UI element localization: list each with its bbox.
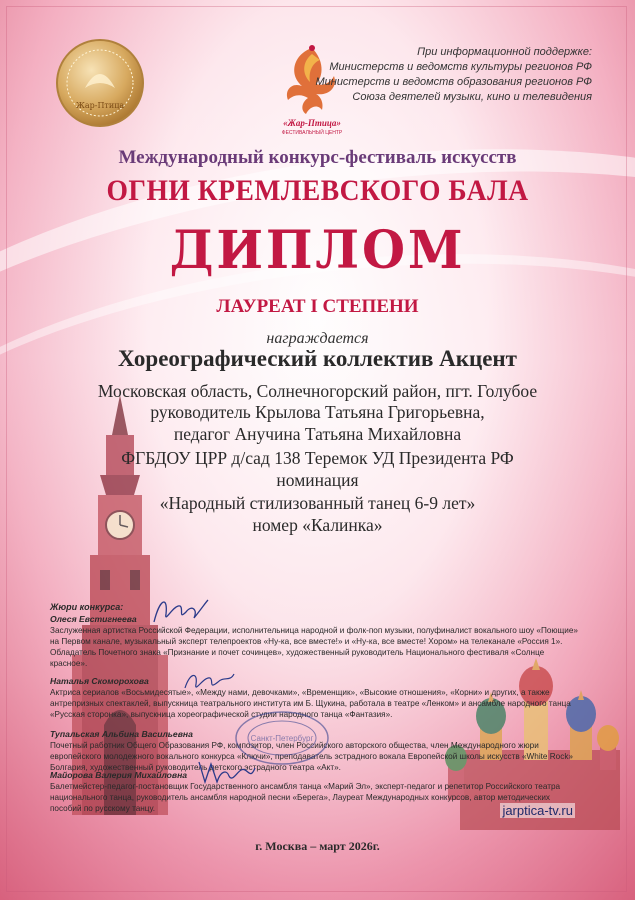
jury-member-bio: Заслуженная артистка Российской Федерации, исполнительница народной и фолк-поп музыки, полуфиналист вокального шоу «Поющие» на Первом канале, музыкальный эксперт телепроектов «Ну-ка, все вместе!» и «Ну-ка, все вместе! Хором» на телеканале «Россия 1». Обладатель Почетного знака «Признание и почет сочинцев», художественный руководитель Национального фестиваля «Солнце красное». [50,626,578,668]
jury-member-bio: Почетный работник Общего Образования РФ, композитор, член Российского авторского общества, член Международного жюри европейского молодежного вокального конкурса «Ключи», преподаватель эстрадного вокала Европейской школы искусств «White Rock» Болгария, художественный руководитель детского эстрадного театра «Акт». [50,741,573,772]
svg-text:Санкт-Петербург: Санкт-Петербург [250,734,314,743]
support-line: Союза деятелей музыки, кино и телевидения [352,91,592,103]
gold-seal-icon [55,38,145,128]
jury-member-name: Тупальская Альбина Васильевна [50,729,193,739]
svg-text:ФЕСТИВАЛЬНЫЙ ЦЕНТР: ФЕСТИВАЛЬНЫЙ ЦЕНТР [281,130,343,136]
svg-text:«Жар-Птица»: «Жар-Птица» [283,118,341,128]
detail-line: номер «Калинка» [252,515,383,535]
awardee-name: Хореографический коллектив Акцент [118,346,517,371]
detail-line: Московская область, Солнечногорский район, пгт. Голубое [97,381,538,401]
detail-line: педагог Анучина Татьяна Михайловна [173,424,462,444]
support-heading: При информационной поддержке: [417,46,592,58]
laureate-degree: ЛАУРЕАТ I СТЕПЕНИ [216,296,419,317]
jury-member-name: Майорова Валерия Михайловна [50,770,188,780]
signature-icon [150,592,210,630]
awarded-label: награждается [266,330,369,347]
support-line: Министерств и ведомств образования регионов РФ [315,76,592,88]
place-date: г. Москва – март 2026г. [255,839,380,853]
website-link[interactable]: jarptica-tv.ru [502,803,573,818]
detail-line: ФГБДОУ ЦРР д/сад 138 Теремок УД Президента РФ [121,448,514,468]
detail-line: «Народный стилизованный танец 6-9 лет» [159,493,476,513]
jury-member-bio: Балетмейстер-педагог-постановщик Государственного ансамбля танца «Марий Эл», эксперт-педагог и репетитор Российского театра национального танца, руководитель ансамбля народной песни «Берега», Лауреат Международных конкурсов, автор методических пособий по русскому танцу. [50,782,561,813]
document-type-heading: ДИПЛОМ [169,220,466,281]
jury-member-bio: Актриса сериалов «Восьмидесятые», «Между нами, девочками», «Временщик», «Высокие отношения», «Корни» и других, а также антрепризных спектаклей, выпускница театрального института им Б. Щукина, работала в театре «Ленком» и ансамбле народного танца «Русская сторонка», выпускница хореографической студии народного танца «Фантазия». [50,688,571,719]
festival-title: ОГНИ КРЕМЛЕВСКОГО БАЛА [106,174,529,207]
signature-icon [182,668,237,698]
jury-member-name: Олеся Евстигнеева [50,614,137,624]
stamp-icon [232,708,332,768]
info-support-block [315,45,592,105]
jury-member [50,614,580,669]
jury-member-name: Наталья Скоморохова [50,676,149,686]
detail-line: номинация [276,470,359,490]
contest-name: Международный конкурс-фестиваль искусств [118,147,517,168]
svg-text:Жар-Птица: Жар-Птица [75,101,125,110]
jury-heading: Жюри конкурса: [50,602,124,612]
support-line: Министерств и ведомств культуры регионов РФ [329,61,592,73]
detail-line: руководитель Крылова Татьяна Григорьевна, [150,402,485,422]
